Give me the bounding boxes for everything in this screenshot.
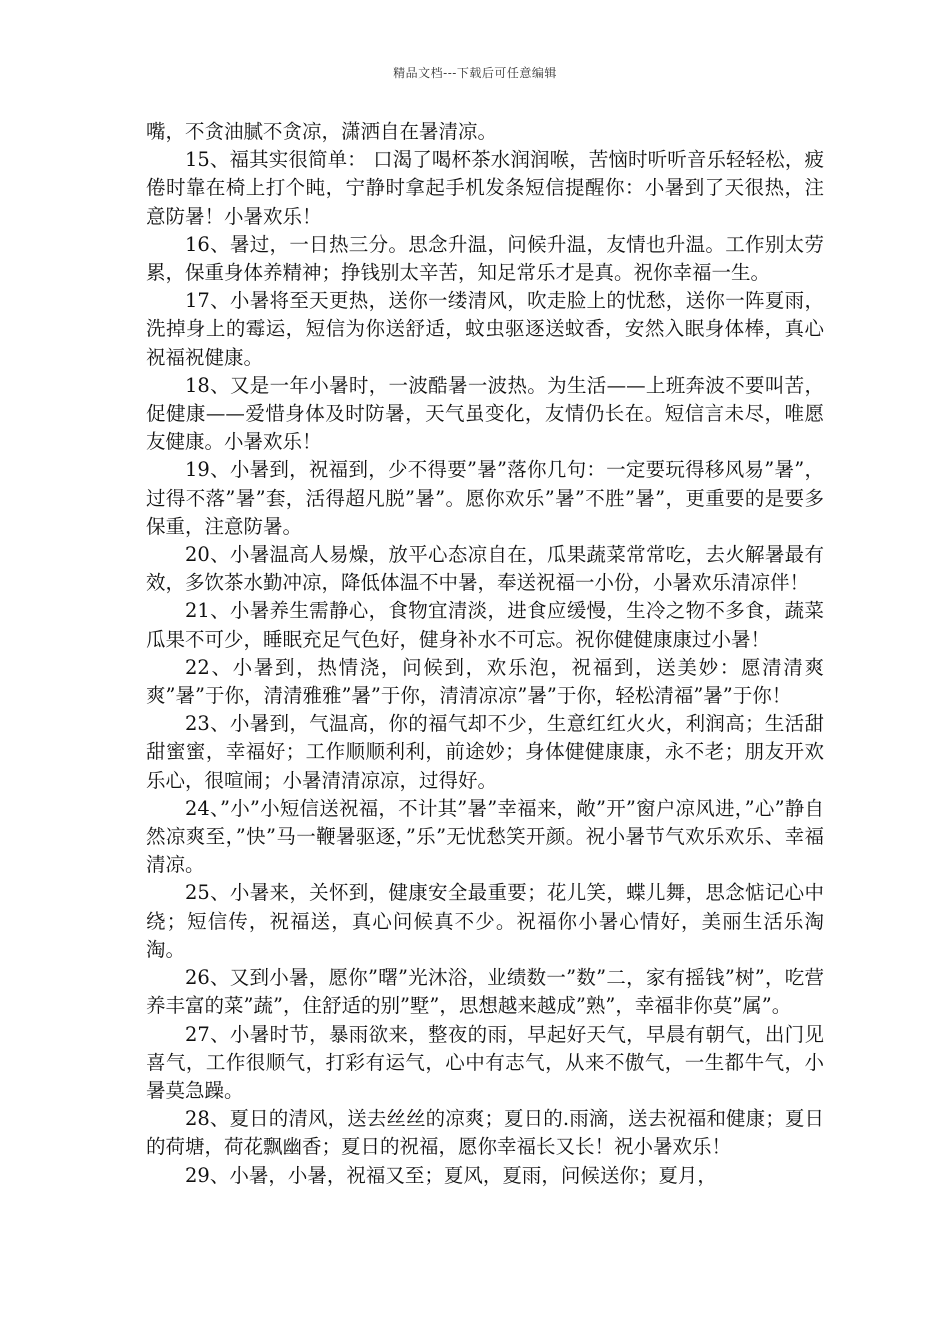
paragraph-item-23: 23、小暑到，气温高，你的福气却不少，生意红红火火，利润高；生活甜甜蜜蜜，幸福好；工作顺顺利利，前途妙；身体健健康康，永不老；朋友开欢乐心，很喧闹；小暑清清凉凉，过得好。 (146, 712, 824, 792)
paragraph-item-29: 29、小暑，小暑，祝福又至；夏风，夏雨，问候送你；夏月， (185, 1163, 717, 1187)
paragraph-item-22: 22、小暑到，热情浇，问候到，欢乐泡，祝福到，送美妙：愿清清爽爽”暑”于你，清清雅雅”暑”于你，清清凉凉”暑”于你，轻松清福”暑”于你！ (146, 655, 824, 708)
paragraph-item-17: 17、小暑将至天更热，送你一缕清风，吹走脸上的忧愁，送你一阵夏雨，洗掉身上的霉运，短信为你送舒适，蚊虫驱逐送蚊香，安然入眠身体棒，真心祝福祝健康。 (146, 289, 824, 369)
paragraph-item-20: 20、小暑温高人易燥，放平心态凉自在，瓜果蔬菜常常吃，去火解暑最有效，多饮茶水勤冲凉，降低体温不中暑，奉送祝福一小份，小暑欢乐清凉伴！ (146, 543, 824, 595)
paragraph-item-25: 25、小暑来，关怀到，健康安全最重要；花儿笑，蝶儿舞，思念惦记心中绕；短信传，祝福送，真心问候真不少。祝福你小暑心情好，美丽生活乐淘淘。 (146, 881, 824, 961)
paragraph-item-19: 19、小暑到，祝福到，少不得要”暑”落你几句：一定要玩得移风易”暑”，过得不落”暑”套，活得超凡脱”暑”。愿你欢乐”暑”不胜”暑”，更重要的是要多保重，注意防暑。 (146, 458, 824, 538)
paragraph-item-16: 16、暑过，一日热三分。思念升温，问候升温，友情也升温。工作别太劳累，保重身体养精神；挣钱别太辛苦，知足常乐才是真。祝你幸福一生。 (146, 232, 824, 285)
paragraph-item-21: 21、小暑养生需静心，食物宜清淡，进食应缓慢，生冷之物不多食，蔬菜瓜果不可少，睡眠充足气色好，健身补水不可忘。祝你健健康康过小暑！ (146, 599, 824, 651)
page-header: 精品文档---下载后可任意编辑 (393, 66, 557, 80)
paragraph-item-27: 27、小暑时节，暴雨欲来，整夜的雨，早起好天气，早晨有朝气，出门见喜气，工作很顺气，打彩有运气，心中有志气，从来不傲气，一生都牛气，小暑莫急躁。 (146, 1022, 824, 1102)
paragraph-continued: 嘴，不贪油腻不贪凉，潇洒自在暑清凉。 (146, 120, 498, 143)
paragraph-item-28: 28、夏日的清风，送去丝丝的凉爽；夏日的.雨滴，送去祝福和健康；夏日的荷塘，荷花飘幽香；夏日的祝福，愿你幸福长又长！祝小暑欢乐！ (146, 1107, 824, 1159)
paragraph-item-18: 18、又是一年小暑时，一波酷暑一波热。为生活——上班奔波不要叫苦，促健康——爱惜身体及时防暑，天气虽变化，友情仍长在。短信言未尽，唯愿友健康。小暑欢乐！ (146, 373, 824, 454)
paragraph-item-24: 24、”小”小短信送祝福，不计其”暑”幸福来，敞”开”窗户凉风进，”心”静自然凉爽至，”快”马一鞭暑驱逐，”乐”无忧愁笑开颜。祝小暑节气欢乐欢乐、幸福清凉。 (146, 796, 824, 877)
paragraph-item-15: 15、福其实很简单： 口渴了喝杯茶水润润喉，苦恼时听听音乐轻轻松，疲倦时靠在椅上打个盹，宁静时拿起手机发条短信提醒你：小暑到了天很热，注意防暑！小暑欢乐！ (146, 148, 824, 228)
paragraph-item-26: 26、又到小暑，愿你”曙”光沐浴，业绩数一”数”二，家有摇钱”树”，吃营养丰富的菜”蔬”，住舒适的别”墅”，思想越来越成”熟”，幸福非你莫”属”。 (146, 966, 824, 1018)
document-body (146, 118, 824, 1190)
